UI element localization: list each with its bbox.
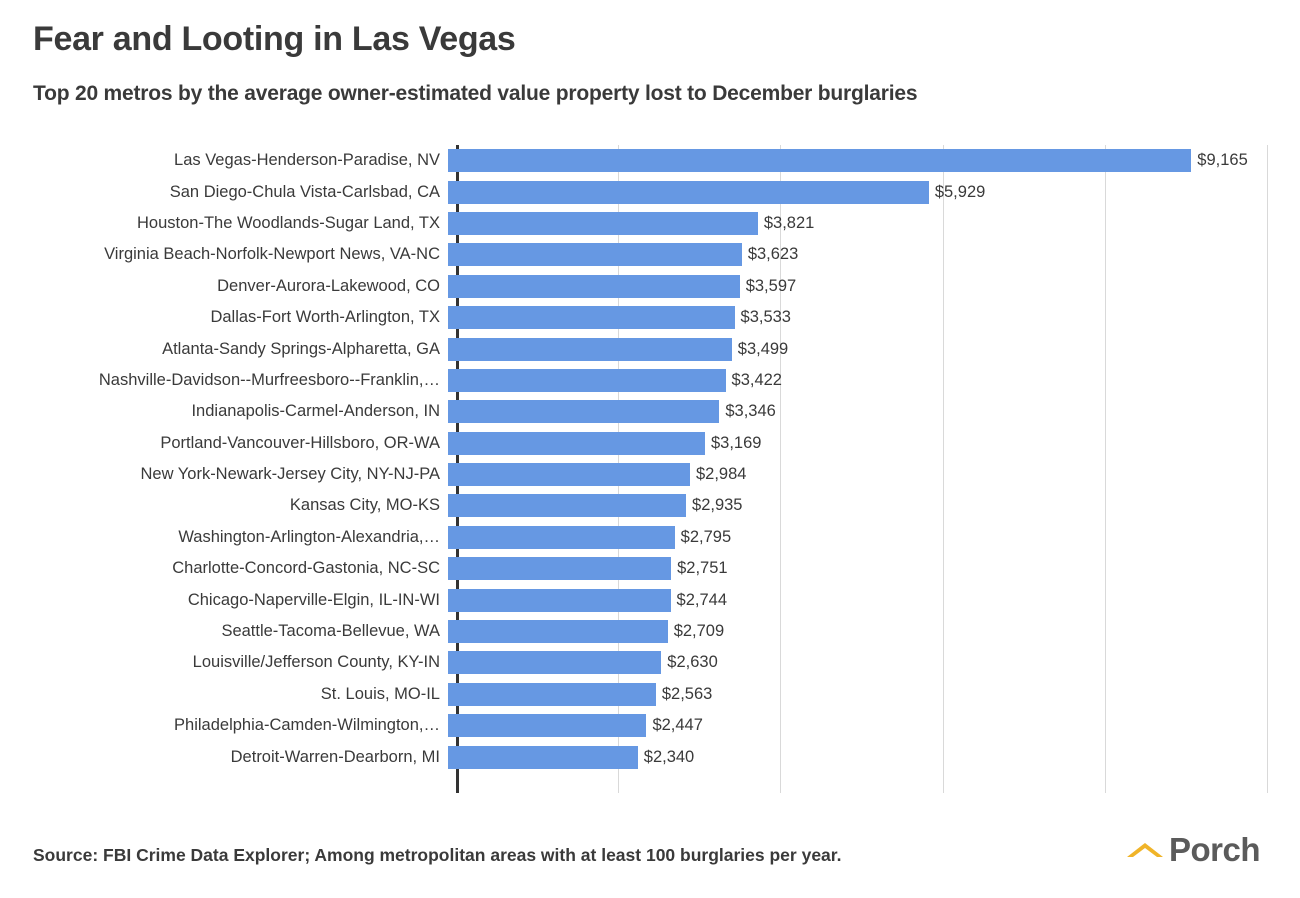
bar-category-label: Denver-Aurora-Lakewood, CO bbox=[217, 276, 440, 295]
bar[interactable] bbox=[448, 432, 705, 455]
bar-track bbox=[448, 584, 1267, 615]
plot-area bbox=[33, 137, 1267, 792]
bar-value-label: $3,346 bbox=[725, 402, 776, 421]
bar-category-label: San Diego-Chula Vista-Carlsbad, CA bbox=[169, 182, 440, 201]
bar-row bbox=[33, 522, 1267, 553]
bar[interactable] bbox=[448, 683, 656, 706]
bar-row bbox=[33, 208, 1267, 239]
bar[interactable] bbox=[448, 589, 671, 612]
bar-row bbox=[33, 459, 1267, 490]
bar-row bbox=[33, 365, 1267, 396]
bar-value-label: $5,929 bbox=[934, 182, 986, 201]
bar-value-label: $2,984 bbox=[696, 465, 747, 484]
bar-category-label: Louisville/Jefferson County, KY-IN bbox=[192, 653, 440, 672]
porch-logo-text: Porch bbox=[1168, 831, 1260, 868]
bar-value-label: $9,165 bbox=[1197, 151, 1248, 170]
bar-rows bbox=[33, 145, 1267, 773]
bar[interactable] bbox=[448, 181, 929, 204]
bar-value-label: $3,623 bbox=[747, 245, 799, 264]
bar[interactable] bbox=[448, 306, 735, 329]
bar-value-label: $3,169 bbox=[711, 433, 762, 452]
bar-value-label: $2,751 bbox=[677, 559, 728, 578]
bar-category-label: Philadelphia-Camden-Wilmington,… bbox=[174, 716, 440, 735]
bar-track bbox=[448, 490, 1267, 521]
bar-track bbox=[448, 459, 1267, 490]
bar-value-label: $3,533 bbox=[740, 308, 791, 327]
bar[interactable] bbox=[448, 369, 726, 392]
bar-value-label: $2,795 bbox=[680, 527, 732, 546]
bar[interactable] bbox=[448, 714, 646, 737]
bar-track bbox=[448, 333, 1267, 364]
bar-category-label: Charlotte-Concord-Gastonia, NC-SC bbox=[172, 559, 440, 578]
bar-row bbox=[33, 428, 1267, 459]
bar-value-label: $2,447 bbox=[652, 716, 703, 735]
bar-track bbox=[448, 647, 1267, 678]
bar[interactable] bbox=[448, 149, 1191, 172]
bar-track bbox=[448, 679, 1267, 710]
bar-category-label: Nashville-Davidson--Murfreesboro--Franklin,… bbox=[98, 370, 440, 389]
bar-row bbox=[33, 490, 1267, 521]
page-title: Fear and Looting in Las Vegas bbox=[33, 20, 516, 58]
bar[interactable] bbox=[448, 526, 675, 549]
bar-value-label: $2,563 bbox=[661, 684, 713, 703]
bar-category-label: Houston-The Woodlands-Sugar Land, TX bbox=[137, 213, 440, 232]
bar-row bbox=[33, 396, 1267, 427]
bar-row bbox=[33, 679, 1267, 710]
bar[interactable] bbox=[448, 494, 686, 517]
bar[interactable] bbox=[448, 243, 742, 266]
bar-category-label: Las Vegas-Henderson-Paradise, NV bbox=[174, 151, 440, 170]
bar-track bbox=[448, 271, 1267, 302]
gridline bbox=[1267, 145, 1268, 793]
bar-track bbox=[448, 365, 1267, 396]
bar[interactable] bbox=[448, 275, 740, 298]
bar-row bbox=[33, 302, 1267, 333]
bar[interactable] bbox=[448, 651, 661, 674]
bar-row bbox=[33, 616, 1267, 647]
bar-row bbox=[33, 584, 1267, 615]
bar-category-label: Dallas-Fort Worth-Arlington, TX bbox=[210, 308, 440, 327]
bar-category-label: Portland-Vancouver-Hillsboro, OR-WA bbox=[160, 433, 440, 452]
porch-logo bbox=[1125, 833, 1260, 866]
bar[interactable] bbox=[448, 620, 668, 643]
bar-row bbox=[33, 710, 1267, 741]
bar-value-label: $2,744 bbox=[676, 590, 727, 609]
bar[interactable] bbox=[448, 557, 671, 580]
bar[interactable] bbox=[448, 338, 732, 361]
bar-category-label: Seattle-Tacoma-Bellevue, WA bbox=[221, 622, 440, 641]
bar-track bbox=[448, 522, 1267, 553]
bar-category-label: Washington-Arlington-Alexandria,… bbox=[178, 527, 440, 546]
bar-category-label: Detroit-Warren-Dearborn, MI bbox=[230, 747, 440, 766]
bar-value-label: $3,499 bbox=[737, 339, 789, 358]
bar[interactable] bbox=[448, 463, 690, 486]
bar-track bbox=[448, 145, 1267, 176]
bar-track bbox=[448, 428, 1267, 459]
bar-track bbox=[448, 176, 1267, 207]
bar-track bbox=[448, 741, 1267, 772]
bar-category-label: St. Louis, MO-IL bbox=[320, 684, 440, 703]
bar-row bbox=[33, 239, 1267, 270]
porch-chevron-icon bbox=[1125, 837, 1165, 863]
bar-track bbox=[448, 710, 1267, 741]
bar-category-label: Virginia Beach-Norfolk-Newport News, VA-NC bbox=[104, 245, 440, 264]
bar-category-label: New York-Newark-Jersey City, NY-NJ-PA bbox=[140, 465, 440, 484]
bar-track bbox=[448, 553, 1267, 584]
bar-value-label: $2,630 bbox=[667, 653, 718, 672]
page-subtitle: Top 20 metros by the average owner-estimated value property lost to December burglaries bbox=[33, 82, 918, 105]
bar-row bbox=[33, 553, 1267, 584]
bar-row bbox=[33, 647, 1267, 678]
bar-track bbox=[448, 239, 1267, 270]
source-note: Source: FBI Crime Data Explorer; Among metropolitan areas with at least 100 burglaries per year. bbox=[33, 845, 842, 865]
bar[interactable] bbox=[448, 746, 638, 769]
bar-track bbox=[448, 396, 1267, 427]
bar-row bbox=[33, 741, 1267, 772]
bar-row bbox=[33, 333, 1267, 364]
bar-category-label: Kansas City, MO-KS bbox=[289, 496, 440, 515]
bar[interactable] bbox=[448, 400, 719, 423]
bar[interactable] bbox=[448, 212, 758, 235]
bar-category-label: Atlanta-Sandy Springs-Alpharetta, GA bbox=[162, 339, 440, 358]
bar-row bbox=[33, 176, 1267, 207]
bar-value-label: $2,340 bbox=[643, 747, 695, 766]
bar-chart bbox=[33, 137, 1267, 792]
bar-category-label: Indianapolis-Carmel-Anderson, IN bbox=[191, 402, 440, 421]
bar-category-label: Chicago-Naperville-Elgin, IL-IN-WI bbox=[187, 590, 440, 609]
bar-value-label: $3,422 bbox=[731, 370, 782, 389]
bar-track bbox=[448, 208, 1267, 239]
bar-track bbox=[448, 616, 1267, 647]
bar-value-label: $3,597 bbox=[745, 276, 797, 295]
bar-row bbox=[33, 271, 1267, 302]
bar-value-label: $2,709 bbox=[673, 622, 725, 641]
bar-value-label: $2,935 bbox=[692, 496, 743, 515]
bar-value-label: $3,821 bbox=[763, 213, 815, 232]
bar-row bbox=[33, 145, 1267, 176]
bar-track bbox=[448, 302, 1267, 333]
